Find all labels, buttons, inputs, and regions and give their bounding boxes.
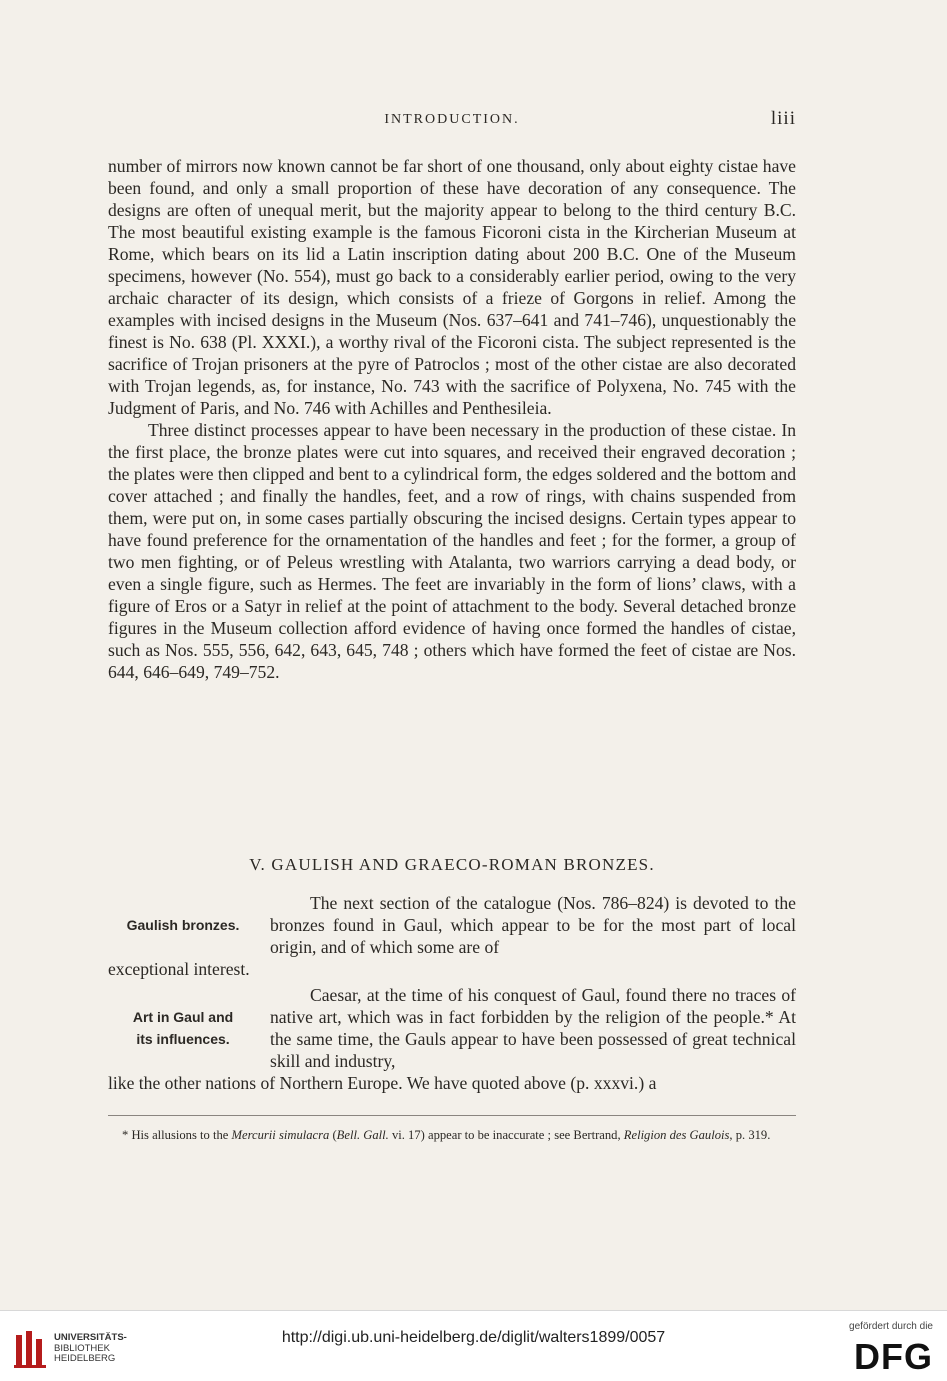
section1-text: The next section of the catalogue (Nos. 786–824) is devoted to the bronzes found in Gaul, which appear to be for the most part of local origin, and of which some are of <box>270 893 796 957</box>
footnote <box>108 1125 796 1145</box>
section1-continuation: exceptional interest. <box>108 959 250 979</box>
footnote-title-mercurii: Mercurii simulacra <box>231 1128 330 1142</box>
running-head-title: INTRODUCTION. <box>384 112 520 127</box>
library-line: UNIVERSITÄTS- <box>54 1332 127 1343</box>
viewer-footer <box>0 1310 947 1381</box>
footnote-text: vi. 17) appear to be inaccurate ; see Bertrand, <box>388 1128 624 1142</box>
paragraph-cistae: number of mirrors now known cannot be far short of one thousand, only about eighty cistae have been found, and only a small proportion of these have decoration of any consequence. The designs are often of unequal merit, but the majority appear to belong to the third century B.C. The most beautiful existing example is the famous Ficoroni cista in the Kircherian Museum at Rome, which bears on its lid a Latin inscription dating about 200 B.C. One of the Museum specimens, however (No. 554), must go back to a considerably earlier period, owing to the very archaic character of its design, which consists of a frieze of Gorgons in relief. Among the examples with incised designs in the Museum (Nos. 637–641 and 741–746), unquestionably the finest is No. 638 (Pl. XXXI.), a worthy rival of the Ficoroni cista. The subject represented is the sacrifice of Trojan prisoners at the pyre of Patroclos ; most of the other cistae are also decorated with Trojan legends, as, for instance, No. 743 with the sacrifice of Polyxena, No. 745 with the Judgment of Paris, and No. 746 with Achilles and Penthesileia. <box>108 156 796 418</box>
margin-note-its-influences: its influences. <box>136 1031 230 1047</box>
body-text <box>108 155 796 683</box>
dfg-logo: DFG <box>854 1336 933 1377</box>
library-line: BIBLIOTHEK <box>54 1342 110 1354</box>
margin-note-gaulish-bronzes: Gaulish bronzes. <box>126 917 240 933</box>
funding-note: gefördert durch die <box>849 1321 933 1332</box>
permalink-url[interactable]: http://digi.ub.uni-heidelberg.de/diglit/walters1899/0057 <box>281 1329 666 1346</box>
footnote-title-bell-gall: Bell. Gall. <box>336 1128 389 1142</box>
margin-note-art-in-gaul: Art in Gaul and <box>132 1009 234 1025</box>
section-art-in-gaul <box>108 984 796 1094</box>
footnote-text: , p. 319. <box>729 1128 771 1142</box>
section2-continuation: like the other nations of Northern Europe. We have quoted above (p. xxxvi.) a <box>108 1073 657 1093</box>
page-number: liii <box>770 108 796 129</box>
footnote-text: * His allusions to the <box>122 1128 232 1142</box>
library-line: HEIDELBERG <box>54 1353 116 1364</box>
paragraph-processes: Three distinct processes appear to have been necessary in the production of these cistae. In the first place, the bronze plates were cut into squares, and received their engraved decoration ; the plates were then clipped and bent to a cylindrical form, the edges soldered and the bottom and cover attached ; and finally the handles, feet, and a row of rings, with chains suspended from them, were put on, in some cases partially obscuring the incised designs. Certain types appear to have found preference for the ornamentation of the handles and feet ; for the former, a group of two men fighting, or of Peleus wrestling with Atalanta, two warriors carrying a dead body, or even a single figure, such as Hermes. The feet are invariably in the form of lions’ claws, with a figure of Eros or a Satyr in relief at the point of attachment to the body. Several detached bronze figures in the Museum collection afford evidence of having once formed the handles of cistae, such as Nos. 555, 556, 642, 643, 645, 748 ; others which have formed the feet of cistae are Nos. 644, 646–649, 749–752. <box>108 420 796 682</box>
footnote-title-religion: Religion des Gaulois <box>623 1128 730 1142</box>
footnote-text: ( <box>329 1128 337 1142</box>
running-head <box>108 108 796 134</box>
footnote-rule <box>108 1115 796 1116</box>
section-heading: V. GAULISH AND GRAECO-ROMAN BRONZES. <box>249 855 655 874</box>
section2-text: Caesar, at the time of his conquest of Gaul, found there no traces of native art, which was in fact forbidden by the religion of the people.* At the same time, the Gauls appear to have been possessed of great technical skill and industry, <box>270 985 796 1071</box>
section-gaulish-bronzes <box>108 892 796 980</box>
